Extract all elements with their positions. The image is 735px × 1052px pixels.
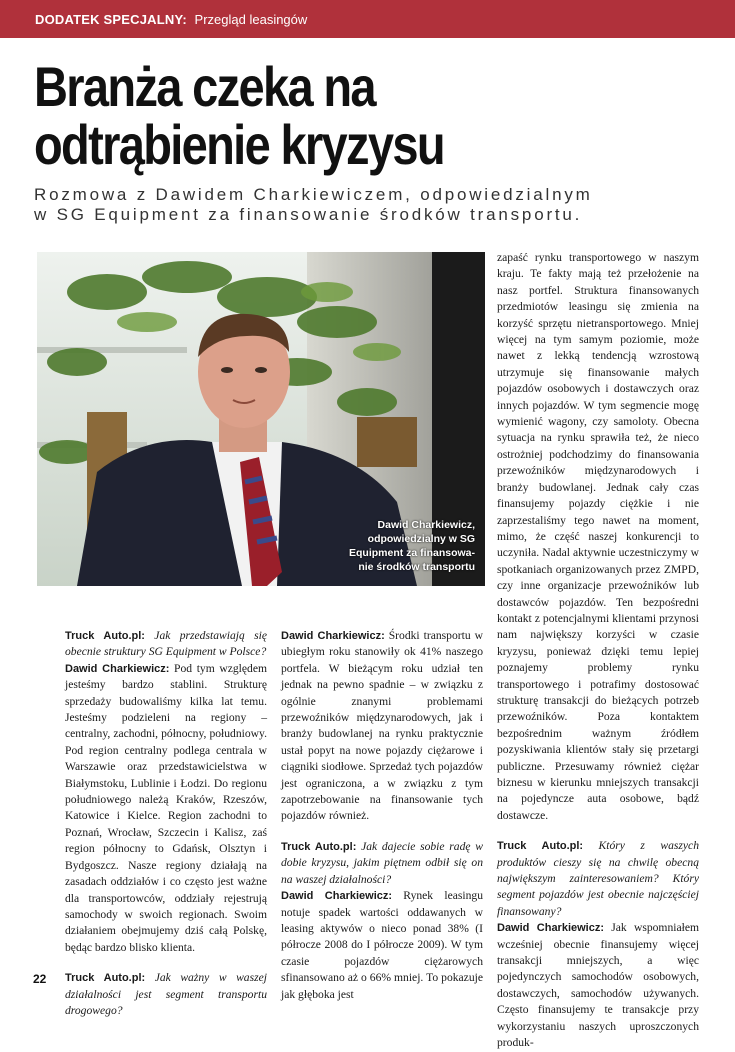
interviewee-label: Dawid Charkiewicz: — [497, 922, 605, 935]
article-column-1 — [65, 628, 267, 1019]
question-text: Jak ważny w waszej działalności jest segment transportu drogowego? — [65, 971, 267, 1017]
answer-text: Jak wspomniałem wcześniej obecnie finansujemy więcej transakcji mniejszych, a więc pojedynczych samochodów osobowych, dostawczych, samochodów używanych. Często finansujemy te transakcje przy wykorzystaniu naszych uproszczonych produk- — [497, 921, 699, 1050]
question-paragraph — [65, 970, 267, 1019]
section-subtitle: Przegląd leasingów — [194, 12, 308, 27]
answer-paragraph — [281, 628, 483, 825]
answer-paragraph — [281, 888, 483, 1003]
answer-text: Rynek leasingu notuje spadek wartości oddawanych w leasing aktywów o nieco ponad 38% (I półrocze 2008 do I półrocze 2009). W tym czasie pojazdów ciężarowych sfinansowano aż o 66% mniej. To pokazuje jak głęboka jest — [281, 889, 483, 1001]
caption-line: odpowiedzialny w SG — [367, 533, 475, 545]
article-column-3 — [497, 250, 699, 1052]
interviewee-label: Dawid Charkiewicz: — [65, 662, 170, 675]
headline — [34, 55, 588, 176]
headline-line-1: Branża czeka na — [34, 55, 375, 118]
photo-caption — [325, 518, 475, 574]
interviewer-label: Truck Auto.pl: — [281, 840, 357, 853]
page-number: 22 — [33, 972, 47, 986]
section-title: DODATEK SPECJALNY: — [35, 12, 187, 27]
question-paragraph — [497, 838, 699, 920]
question-paragraph — [281, 839, 483, 888]
caption-line: Equipment za finansowa- — [348, 547, 475, 559]
answer-paragraph — [65, 661, 267, 956]
interview-photo — [37, 252, 485, 586]
lead-line-1: Rozmowa z Dawidem Charkiewiczem, odpowiedzialnym — [34, 185, 593, 204]
answer-continuation: zapaść rynku transportowego w naszym kraju. Te fakty mają też przełożenie na nasz portfel. Struktura finansowanych przedmiotów leasingu się zmienia na korzyść sprzętu nietransportowego. Mniej więcej na tym samym poziomie, może nawet z lekką tendencją wzrostową utrzymuje się finansowanie małych pojazdów osobowych i dostawczych oraz innych pojazdów. W tym segmencie mogę wymienić wagony, czy samoloty. Obecna sytuacja na rynku sprawiła też, że nieco ostrożniej podchodzimy do finansowania przewoźników międzynarodowych i branży budowlanej. Jednak cały czas finansujemy pojazdy ciężkie i nie zaprzestaliśmy tego nawet na moment, mimo, że część naszej konkurencji to uczyniła. Nadal aktywnie uczestniczymy w spotkaniach organizowanych przez ZMPD, czy inne organizacje przewoźników lub dostawców pojazdów. Ten bezpośredni kontakt z potencjalnymi klientami przynosi nam największy korzyści w czasie kryzysu, ponieważ dzięki temu lepiej poznajemy problemy rynku transportowego i potrafimy dostosować strukturę transakcji do bieżących potrzeb przewoźników. Poza kontaktem bezpośrednim ważnym źródłem pozyskiwania klientów stały się przetargi publiczne. Przesuwamy również ciężar biznesu w kierunku mniejszych transakcji na pojedyncze auta osobowe, bądź dostawcze. — [497, 251, 699, 822]
question-text: Który z waszych produktów cieszy się na chwilę obecną największym zainteresowaniem? Który segment pojazdów jest obecnie najczęściej finansowany? — [497, 839, 699, 918]
lead-text — [34, 185, 704, 225]
interviewer-label: Truck Auto.pl: — [65, 972, 146, 985]
caption-line: nie środków transportu — [358, 561, 475, 573]
interviewee-label: Dawid Charkiewicz: — [281, 630, 385, 642]
answer-text: Środki transportu w ubiegłym roku stanowiły ok 41% naszego portfela. W bieżącym roku udział ten jednak na pewno spadnie – w związku z ogólnie znanymi problemami przewoźników międzynarodowych, jak i branży budowlanej na rynku praktycznie ustał popyt na nowe pojazdy ciężarowe i ciągniki siodłowe. Sprzedaż tych pojazdów jest ograniczona, a w związku z tym zapotrzebowanie na finansowanie tych pojazdów również. — [281, 629, 483, 823]
answer-text: Pod tym względem jesteśmy bardzo stablini. Strukturę sprzedaży budowaliśmy kilka lat temu. Jesteśmy podzieleni na regiony – centralny, zachodni, północny, południowy. Pod region centralny podlega centrala w Warszawie oraz przedstawicielstwa w Białymstoku, Lublinie i Łodzi. Do regionu południowego należą Kraków, Rzeszów, Katowice i Kielce. Region zachodni to Poznań, Wrocław, Szczecin i Kalisz, zaś region północny to Gdańsk, Olsztyn i Bydgoszcz. Nasze regiony działają na zasadach oddziałów i co często jest ważne dla transportowców, oddziały rejestrują samochody w swoich regionach. Swoim działaniem obejmujemy dziś całą Polskę, będąc bardzo blisko klienta. — [65, 661, 267, 954]
section-label — [35, 12, 307, 27]
answer-paragraph — [497, 920, 699, 1051]
lead-line-2: w SG Equipment za finansowanie środków transportu. — [34, 205, 583, 224]
caption-line: Dawid Charkiewicz, — [377, 519, 475, 531]
question-paragraph — [65, 628, 267, 661]
question-text: Jak przedstawiają się obecnie struktury SG Equipment w Polsce? — [65, 629, 267, 659]
interviewer-label: Truck Auto.pl: — [65, 630, 145, 642]
question-text: Jak dajecie sobie radę w dobie kryzysu, jakim piętnem odbił się on na waszej działalności? — [281, 839, 483, 886]
section-bar — [0, 0, 735, 38]
headline-line-2: odtrąbienie kryzysu — [34, 113, 444, 176]
article-column-2 — [281, 628, 483, 1003]
interviewee-label: Dawid Charkiewicz: — [281, 890, 393, 903]
interviewer-label: Truck Auto.pl: — [497, 840, 584, 853]
